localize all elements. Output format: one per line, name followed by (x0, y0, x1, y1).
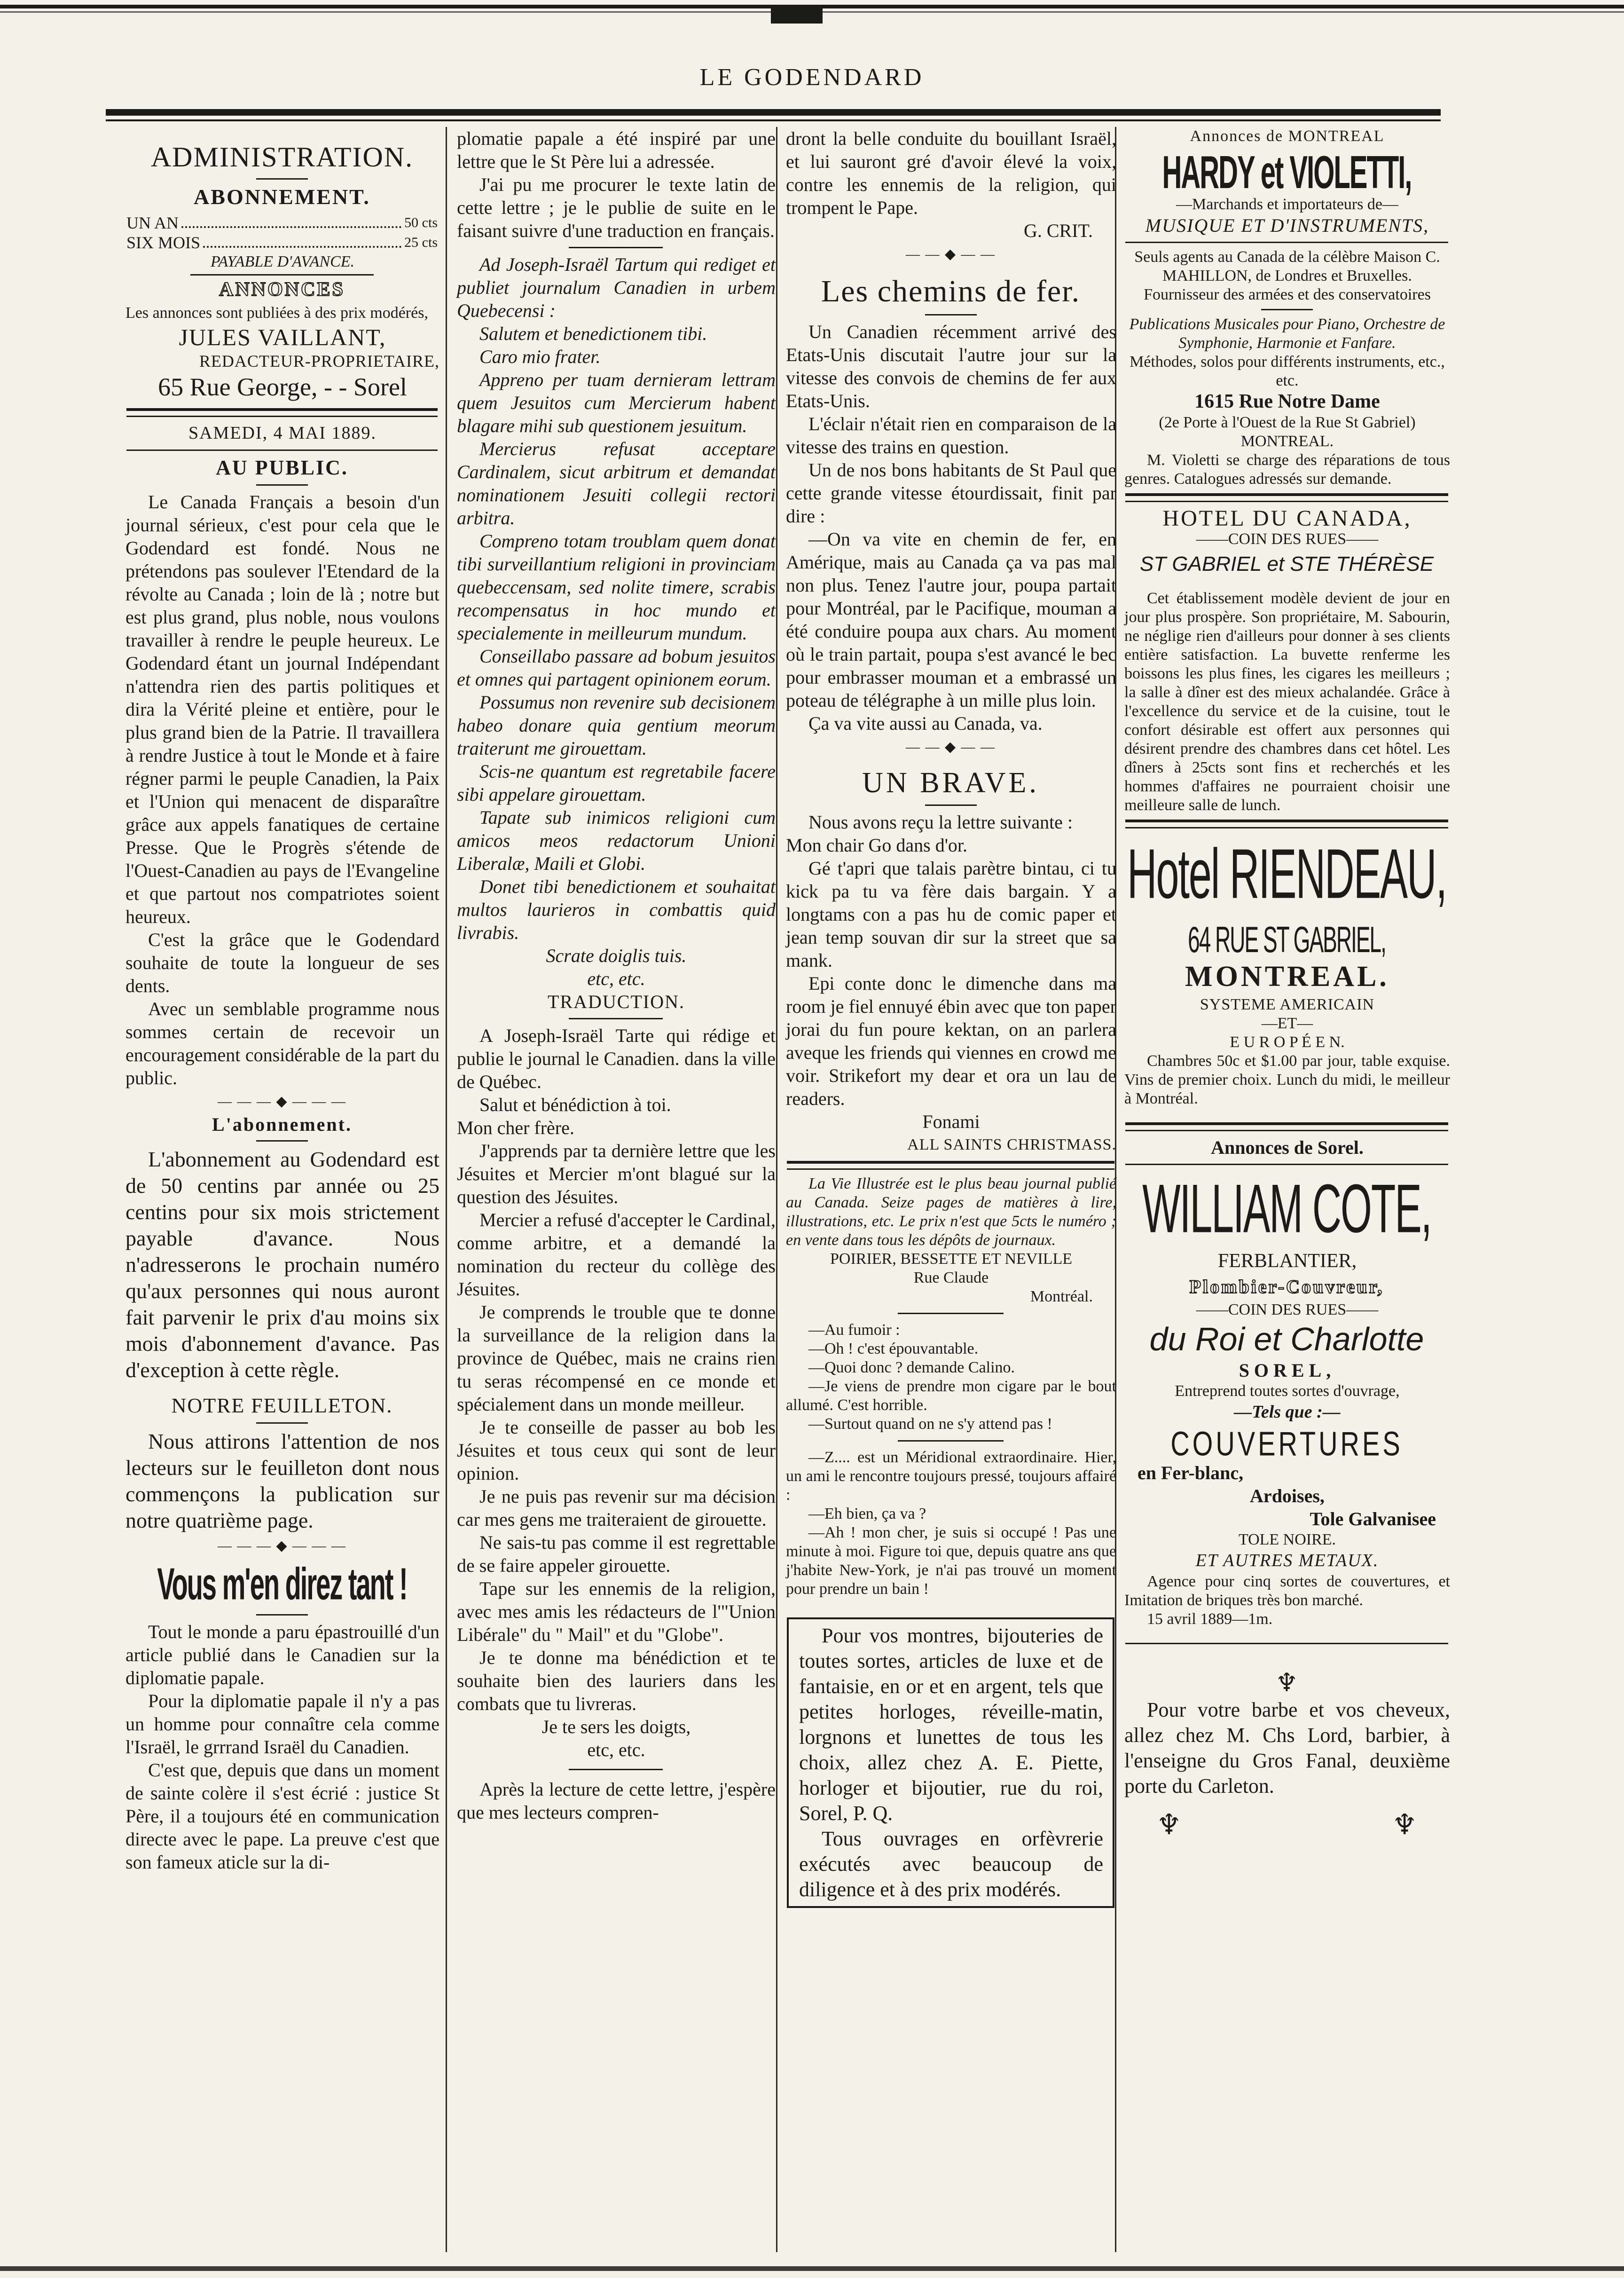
barber-pole-icon: ♆ (1392, 1809, 1417, 1840)
feuilleton-heading: NOTRE FEUILLETON. (171, 1394, 393, 1417)
rate-value: 50 cts (404, 215, 438, 230)
section-rule (1125, 1164, 1448, 1165)
william-cote-name: WILLIAM COTE, (1142, 1170, 1431, 1247)
hardy-agents: Seuls agents au Canada de la célèbre Maison C. MAHILLON, de Londres et Bruxelles. (1134, 248, 1440, 284)
joke-line: —Z.... est un Méridional extraordinaire. Hier, un ami le rencontre toujours pressé, toujours affairé : (786, 1449, 1116, 1504)
william-cote-couvertures-text: COUVERTURES (1170, 1424, 1403, 1463)
william-cote-city: SOREL, (1239, 1360, 1336, 1381)
william-cote-tels-que: —Tels que :— (1234, 1402, 1341, 1422)
william-cote-entreprend: Entreprend toutes sortes d'ouvrage, (1175, 1382, 1400, 1400)
hotel-riendeau-name: Hotel RIENDEAU, (1127, 834, 1447, 913)
hotel-riendeau-description: Chambres 50c et $1.00 par jour, table exquise. Vins de premier choix. Lunch du midi, le meilleur à Montréal. (1124, 1052, 1450, 1107)
william-cote-item: Tole Galvanisee (1310, 1508, 1436, 1529)
section-rule (569, 1769, 663, 1770)
joke-line: —Eh bien, ça va ? (808, 1505, 926, 1522)
au-public-paragraph: C'est la grâce que le Godendard souhaite de toute la longueur de ses dents. (126, 929, 439, 996)
hotel-riendeau-address-text: 64 RUE ST GABRIEL, (1188, 918, 1386, 961)
column-1 (120, 127, 444, 2252)
william-cote-item: en Fer-blanc, (1138, 1462, 1244, 1483)
joke-line: —Au fumoir : (808, 1321, 900, 1339)
leader-dots (203, 233, 401, 248)
latin-letter-paragraph: Tapate sub inimicos religioni cum amicos meos redactorum Unioni Liberalæ, Maili et Globi. (457, 807, 776, 874)
vie-illustree-address: Rue Claude (913, 1269, 989, 1286)
editor-role: REDACTEUR-PROPRIETAIRE, (199, 352, 439, 370)
joke-line: —Oh ! c'est épouvantable. (808, 1340, 979, 1357)
letter-conclusion: Après la lecture de cette lettre, j'espère que mes lecteurs compren- (457, 1779, 776, 1823)
translation-paragraph: Ne sais-tu pas comme il est regrettable de se faire appeler girouette. (457, 1532, 776, 1576)
william-cote-item: Ardoises, (1250, 1485, 1325, 1506)
translation-paragraph: Je te conseille de passer au bob les Jésuites et tous ceux qui sont de leur opinion. (457, 1417, 776, 1484)
translation-paragraph: A Joseph-Israël Tarte qui rédige et publie le journal le Canadien. dans la ville de Québec. (457, 1025, 776, 1092)
annonces-montreal-heading: Annonces de MONTREAL (1190, 127, 1385, 145)
abonnement-heading: ABONNEMENT. (194, 185, 370, 209)
au-public-paragraph: Le Canada Français a besoin d'un journal sérieux, c'est pour cela que le Godendard est fondé. Nous ne prétendons pas soulever l'Etendard de la révolte au Canada ; loin de là ; notre but est plus grand, plus noble, nous voulons travailler à rendre le peuple heureux. Le Godendard étant un journal Indépendant n'attendra rien des partis politiques et dira la Vérité pleine et entière, pour le plus grand bien de la Patrie. Il travaillera à rendre Justice à tout le Monde et à faire régner parmi le peuple Canadien, la Paix et l'Union qui menacent de disparaître grâce aux appels fanatiques de certaine Presse. Que le Progrès s'étende de l'Ouest-Canadien au pays de l'Evangeline et que partout nos compatriotes soient heureux. (126, 491, 439, 927)
chemins-paragraph: Un Canadien récemment arrivé des Etats-Unis discutait l'autre jour sur la vitesse des convois de chemins de fer aux Etats-Unis. (786, 321, 1116, 411)
barber-ornament-icon: ♆ (1275, 1669, 1298, 1697)
section-rule (898, 1440, 1004, 1442)
william-cote-streets: du Roi et Charlotte (1149, 1321, 1424, 1357)
heading-rule (256, 1422, 308, 1424)
william-cote-trade: FERBLANTIER, (1217, 1250, 1357, 1272)
william-cote-coin: ——COIN DES RUES—— (1196, 1301, 1379, 1318)
brave-signature: ALL SAINTS CHRISTMASS. (907, 1136, 1116, 1153)
barber-pole-icon: ♆ (1156, 1809, 1182, 1840)
annonces-text: Les annonces sont publiées à des prix modérés, (126, 304, 428, 322)
hotel-riendeau-system: SYSTEME AMERICAIN (1200, 996, 1375, 1013)
joke-line: —Surtout quand on ne s'y attend pas ! (808, 1415, 1052, 1433)
heading-rule (925, 314, 977, 315)
hardy-methodes: Méthodes, solos pour différents instruments, etc., etc. (1130, 353, 1445, 389)
column-divider (446, 127, 447, 2252)
section-rule (190, 274, 374, 276)
section-rule (569, 1018, 663, 1019)
direz-paragraph: Pour la diplomatie papale il n'y a pas un homme pour connaître cela comme l'Israël, le grrrand Israël du Canadien. (126, 1690, 439, 1758)
vie-illustree-notice: La Vie Illustrée est le plus beau journal publié au Canada. Seize pages de matières à lire, illustrations, etc. Le prix n'est que 5cts le numéro ; en vente dans tous les dépôts de journaux. (786, 1175, 1116, 1249)
brave-paragraph: Epi conte donc le dimenche dans ma room je fiel ennuyé ébin avec que ton paper jorai du fun poure kektan, on an parlera aveque les friends qui viennes en crowd me voir. Strikefort my dear et ora un lau de readers. (786, 973, 1116, 1109)
section-rule (898, 1313, 1004, 1314)
barber-ornaments (1156, 1808, 1417, 1841)
hardy-publications: Publications Musicales pour Piano, Orchestre de Symphonie, Harmonie et Fanfare. (1129, 315, 1445, 352)
brave-signature: Fonami (922, 1111, 980, 1132)
leader-dots (181, 213, 401, 228)
rate-row-year (126, 213, 438, 233)
chemins-paragraph: Un de nos bons habitants de St Paul que cette grande vitesse étourdissait, finit par dire : (786, 459, 1116, 527)
latin-letter-paragraph: Mercierus refusat acceptare Cardinalem, sicut arbitrum et demandat nominationem Jesuiti collegii rectori arbitra. (457, 438, 776, 528)
administration-heading: ADMINISTRATION. (150, 142, 414, 173)
section-rule (126, 449, 438, 451)
abonnement-paragraph: L'abonnement au Godendard est de 50 centins par année ou 25 centins pour six mois strictement payable d'avance. Nous n'adresserons le prochain numéro qu'aux personnes qui nous auront fait parvenir le prix d'au moins six mois d'abonnement d'avance. Pas d'exception à cette règle. (126, 1147, 439, 1382)
editor-name: JULES VAILLANT, (179, 324, 386, 350)
hardy-porte: (2e Porte à l'Ouest de la Rue St Gabriel) (1159, 414, 1416, 431)
latin-letter-paragraph: Donet tibi benedictionem et souhaitat multos laurieros in combattis quid livrabis. (457, 876, 776, 943)
translation-paragraph: Mercier a refusé d'accepter le Cardinal, comme arbitre, et a demandé la nomination du recteur du collège des Jésuites. (457, 1209, 776, 1300)
heading-rule (1261, 309, 1313, 310)
vie-illustree-city: Montréal. (1030, 1288, 1093, 1305)
william-cote-item: TOLE NOIRE. (1238, 1531, 1336, 1548)
hardy-musique: MUSIQUE ET D'INSTRUMENTS, (1145, 215, 1429, 236)
brave-paragraph: Gé t'apri que talais parètre bintau, ci tu kick pa tu va fère dais bargain. Y a longtams con a pas hu de comic paper et jean temp souvan dir sur la street que sa mank. (786, 858, 1116, 971)
article-paragraph: dront la belle conduite du bouillant Israël, et lui sauront gré d'avoir élevé la voix, contre les ennemis de la religion, qui trompent le Pape. (786, 128, 1116, 218)
vous-men-direz-tant-text: Vous m'en direz tant ! (157, 1558, 407, 1609)
ornamental-separator: — — — ◆ — — — (217, 1538, 347, 1553)
latin-letter-closing: etc, etc. (587, 968, 645, 989)
latin-letter-paragraph: Scis-ne quantum est regretabile facere sibi appelare girouettam. (457, 761, 776, 805)
latin-letter-paragraph: Compreno totam troublam quem donat tibi surveillantium religioni in provinciam quebeccensam, sed nolite timere, scrabis recompensatus in hoc mundo et specialemente in meilleurum mundum. (457, 530, 776, 644)
latin-letter-paragraph: Salutem et benedictionem tibi. (479, 323, 707, 344)
vie-illustree-signature: POIRIER, BESSETTE ET NEVILLE (830, 1250, 1072, 1268)
joke-line: —Je viens de prendre mon cigare par le bout allumé. C'est horrible. (786, 1378, 1116, 1414)
masthead-rule-thin (106, 119, 1441, 121)
brave-paragraph: Mon chair Go dans d'or. (786, 835, 968, 856)
chemins-paragraph: Ça va vite aussi au Canada, va. (808, 713, 1043, 734)
hotel-canada-title: HOTEL DU CANADA, (1162, 506, 1412, 531)
section-rule (1125, 242, 1448, 243)
chemins-paragraph: L'éclair n'était rien en comparaison de la vitesse des trains en question. (786, 413, 1116, 457)
latin-letter-paragraph: Appreno per tuam dernieram lettram quem Jesuitos cum Mercierum habent blagare mihi sub questionem jesuitum. (457, 369, 776, 436)
column-4 (1119, 127, 1455, 2252)
article-signature: G. CRIT. (1023, 220, 1093, 241)
latin-letter-paragraph: Caro mio frater. (479, 346, 601, 367)
rate-label: SIX MOIS (126, 233, 201, 252)
abonnement-article-heading: L'abonnement. (212, 1114, 352, 1135)
masthead-rule-thick (106, 109, 1441, 116)
montres-advertisement (787, 1617, 1114, 1908)
william-cote-date: 15 avril 1889—1m. (1147, 1610, 1273, 1628)
annonces-sorel-heading: Annonces de Sorel. (1211, 1137, 1364, 1158)
heading-rule (256, 484, 308, 486)
vous-men-direz-tant-heading (120, 1558, 444, 1609)
translation-paragraph: J'apprends par ta dernière lettre que les Jésuites et Mercier m'ont blagué sur la question des Jésuites. (457, 1140, 776, 1207)
hotel-riendeau-address (1119, 918, 1455, 961)
joke-line: —Quoi donc ? demande Calino. (808, 1359, 1015, 1376)
hardy-subtitle: —Marchands et importateurs de— (1176, 196, 1399, 213)
translation-paragraph: Je comprends le trouble que te donne la surveillance de la religion dans la province de Québec, mais ne crains rien tu seras récompensé en ce monde et spécialement dans un monde meilleur. (457, 1301, 776, 1415)
latin-letter-paragraph: Conseillabo passare ad bobum jesuitos et omnes qui partagent opinionem eorum. (457, 646, 776, 690)
hotel-canada-coin: ——COIN DES RUES—— (1196, 530, 1379, 548)
section-rule (787, 1161, 1114, 1170)
direz-paragraph: C'est que, depuis que dans un moment de sainte colère il s'est écrié : justice St Père, il a toujours été en communication directe avec le pape. La preuve c'est que son fameux aticle sur la di- (126, 1759, 439, 1873)
barbier-advertisement: Pour votre barbe et vos cheveux, allez chez M. Chs Lord, barbier, à l'enseigne du Gros Fanal, deuxième porte du Carleton. (1124, 1698, 1450, 1797)
un-brave-heading: UN BRAVE. (862, 767, 1039, 799)
column-2 (451, 127, 780, 2252)
hardy-city: MONTREAL. (1240, 433, 1334, 450)
translation-paragraph: Je ne puis pas revenir sur ma décision car mes gens me traiteraient de girouette. (457, 1486, 776, 1530)
william-cote-title (1119, 1170, 1455, 1250)
heading-rule (256, 178, 308, 180)
joke-line: —Ah ! mon cher, je suis si occupé ! Pas une minute à moi. Figure toi que, depuis quatre ans que j'habite New-York, je n'ai pas trouvé un moment pour prendre un bain ! (786, 1524, 1116, 1598)
payable-note: PAYABLE D'AVANCE. (210, 253, 355, 270)
translation-paragraph: Mon cher frère. (457, 1117, 574, 1138)
hotel-riendeau-title (1119, 833, 1455, 918)
chemins-de-fer-heading: Les chemins de fer. (821, 274, 1081, 308)
hardy-violetti-ad-title (1119, 146, 1455, 199)
ornamental-separator: — — — ◆ — — — (217, 1094, 347, 1109)
hardy-fournisseur: Fournisseur des armées et des conservatoires (1144, 286, 1431, 303)
hardy-violetti-name: HARDY et VIOLETTI, (1162, 146, 1412, 199)
ornamental-separator: — — ◆ — — (905, 246, 996, 262)
bottom-border-rule (0, 2266, 1624, 2271)
au-public-paragraph: Avec un semblable programme nous sommes certain de recevoir un encouragement considérable de la part du public. (126, 998, 439, 1088)
william-cote-agence: Agence pour cinq sortes de couvertures, et Imitation de briques très bon marché. (1124, 1573, 1450, 1609)
letter-paragraph: J'ai pu me procurer le texte latin de cette lettre ; je le publie de suite en le faisant suivre d'une traduction en français. (457, 174, 776, 241)
heading-rule (256, 1140, 308, 1142)
top-border-block (771, 5, 823, 24)
translation-closing: Je te sers les doigts, (541, 1716, 691, 1737)
ornamental-separator: — — ◆ — — (905, 739, 996, 755)
section-rule (1125, 820, 1448, 828)
annonces-heading: ANNONCES (219, 279, 345, 300)
editor-address: 65 Rue George, - - Sorel (158, 373, 407, 401)
feuilleton-paragraph: Nous attirons l'attention de nos lecteurs sur le feuilleton dont nous commençons la publication sur notre quatrième page. (126, 1429, 439, 1532)
spacer (1119, 580, 1455, 589)
hardy-address: 1615 Rue Notre Dame (1194, 391, 1380, 412)
rate-value: 25 cts (404, 235, 438, 250)
heading-rule (256, 1614, 308, 1616)
section-rule (569, 247, 663, 248)
au-public-heading: AU PUBLIC. (216, 456, 348, 479)
latin-letter-paragraph: Ad Joseph-Israël Tartum qui rediget et publiet journalum Canadien in urbem Quebecensi : (457, 254, 776, 321)
heading-rule (925, 804, 977, 806)
brave-paragraph: Nous avons reçu la lettre suivante : (808, 812, 1073, 833)
william-cote-couvertures (1119, 1424, 1455, 1461)
montres-text: Pour vos montres, bijouteries de toutes sortes, articles de luxe et de fantaisie, en or et en argent, tels que petites horloges, réveille-matin, lorgnons et lunettes de tous les choix, allez chez A. E. Piette, horloger et bijoutier, rue du roi, Sorel, P. Q. (799, 1624, 1103, 1825)
section-rule (1125, 1643, 1448, 1644)
translation-paragraph: Salut et bénédiction à toi. (479, 1094, 671, 1115)
column-3 (780, 127, 1121, 2252)
latin-letter-closing: Scrate doiglis tuis. (546, 945, 687, 966)
orfevrerie-text: Tous ouvrages en orfèvrerie exécutés avec beaucoup de diligence et à des prix modérés. (799, 1827, 1103, 1901)
william-cote-item: ET AUTRES METAUX. (1195, 1551, 1379, 1570)
section-rule (1125, 1122, 1448, 1131)
latin-letter-paragraph: Possumus non revenire sub decisionem habeo donare quia gentium meorum traiterunt me girouettam. (457, 692, 776, 759)
translation-paragraph: Je te donne ma bénédiction et te souhaite bien des lauriers dans les combats que tu livreras. (457, 1647, 776, 1714)
hotel-riendeau-europeen: E U R O P É E N. (1230, 1033, 1345, 1051)
william-cote-plombier: Plombier-Couvreur, (1189, 1276, 1384, 1297)
hotel-riendeau-et: —ET— (1261, 1015, 1313, 1032)
letter-paragraph: plomatie papale a été inspiré par une lettre que le St Père lui a adressée. (457, 128, 776, 172)
section-rule (126, 408, 438, 417)
translation-paragraph: Tape sur les ennemis de la religion, avec mes amis les rédacteurs de l'"Union Libérale" du " Mail" et du "Globe". (457, 1578, 776, 1645)
hardy-reparations: M. Violetti se charge des réparations de tous genres. Catalogues adressés sur demande. (1124, 451, 1450, 488)
masthead-title: LE GODENDARD (699, 64, 925, 91)
hotel-canada-description: Cet établissement modèle devient de jour en jour plus prospère. Son propriétaire, M. Sabourin, ne néglige rien d'ailleurs pour donner à ses clients entière satisfaction. La buvette renferme les boissons les plus fines, les cigares les meilleurs ; la salle à dîner est des mieux achalandée. Grâce à l'excellence du service et de la cuisine, tout le confort désirable est offert aux personnes qui désirent prendre des chambres dans cet hôtel. Les dîners à 25cts sont fins et recherchés et les hommes d'affaires ne pourraient choisir une meilleure salle de lunch. (1124, 590, 1450, 814)
rate-label: UN AN (126, 213, 179, 232)
hotel-canada-streets: ST GABRIEL et STE THÉRÈSE (1139, 552, 1434, 575)
section-rule (1125, 493, 1448, 502)
traduction-heading: TRADUCTION. (548, 991, 685, 1012)
hotel-riendeau-city: MONTREAL. (1185, 961, 1389, 993)
chemins-paragraph: —On va vite en chemin de fer, en Amérique, mais au Canada ça va pas mal non plus. Tenez l'autre jour, poupa partait pour Montréal, par le Pacifique, mouman a été conduire poupa aux chars. Au moment où le train partait, poupa s'est avancé le bec pour embrasser mouman et a embrassé un poteau de télégraphe à un mille plus loin. (786, 528, 1116, 711)
issue-date: SAMEDI, 4 MAI 1889. (188, 423, 377, 443)
rate-row-six-months (126, 233, 438, 252)
translation-closing: etc, etc. (587, 1739, 645, 1760)
direz-paragraph: Tout le monde a paru épastrouillé d'un article publié dans le Canadien sur la diplomatie papale. (126, 1621, 439, 1688)
